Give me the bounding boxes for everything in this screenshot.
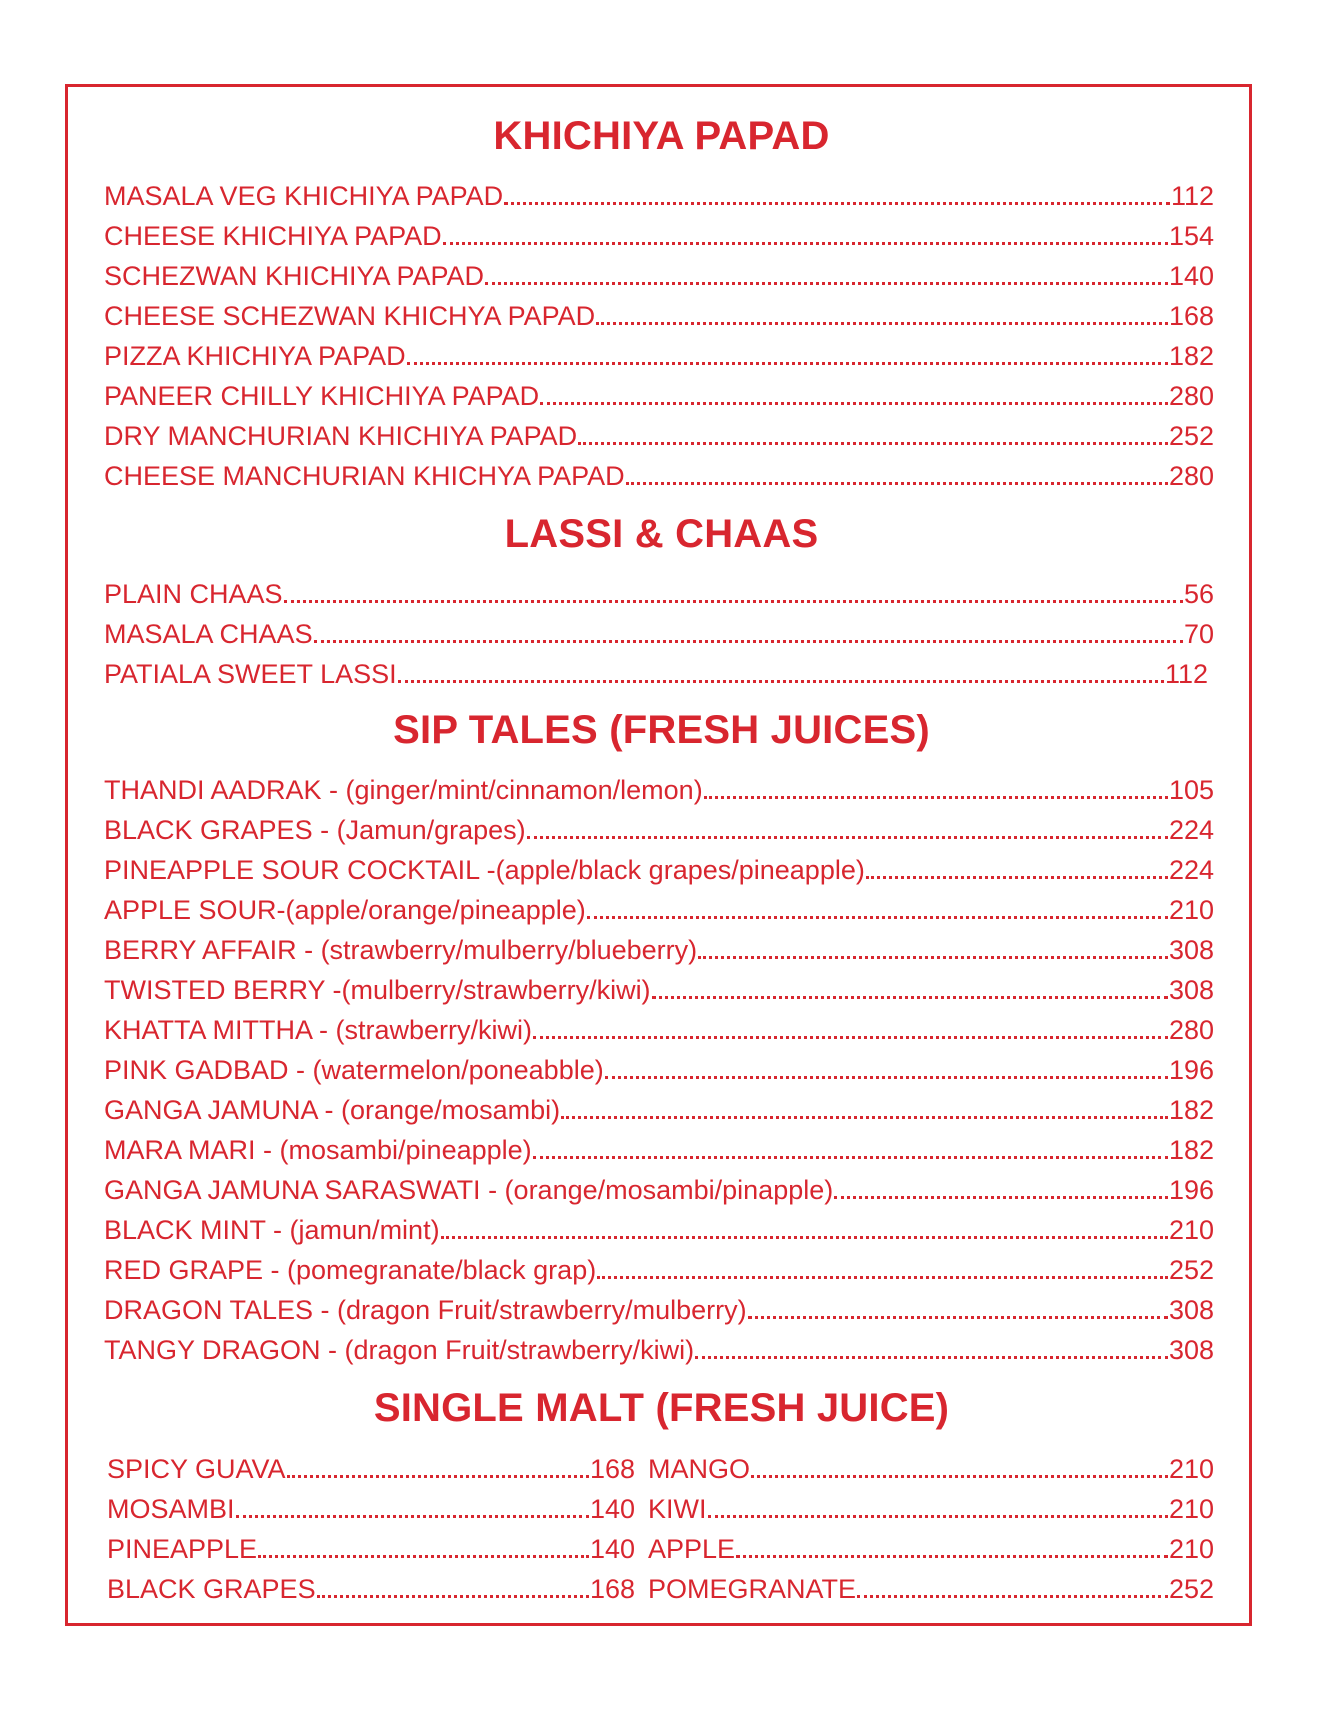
item-price: 112	[1170, 181, 1214, 211]
dot-leader	[398, 680, 1164, 683]
item-price: 196	[1168, 1055, 1214, 1085]
menu-item	[104, 810, 1214, 850]
item-name: KHATTA MITTHA - (strawberry/kiwi)	[104, 1015, 533, 1045]
dot-leader	[708, 1515, 1168, 1518]
menu-item	[104, 1050, 1214, 1090]
item-price: 308	[1168, 935, 1214, 965]
dot-leader	[605, 1076, 1168, 1079]
menu-item	[104, 1250, 1214, 1290]
menu-item	[104, 850, 1214, 890]
item-name: KIWI	[648, 1494, 707, 1524]
item-price: 308	[1168, 1295, 1214, 1325]
dot-leader	[578, 442, 1168, 445]
dot-leader	[626, 482, 1168, 485]
dot-leader	[527, 836, 1168, 839]
dot-leader	[751, 1475, 1168, 1478]
item-price: 210	[1168, 895, 1214, 925]
dot-leader	[587, 916, 1168, 919]
dot-leader	[857, 1595, 1168, 1598]
single-malt-right-list	[648, 1449, 1214, 1609]
dot-leader	[443, 242, 1168, 245]
item-name: TANGY DRAGON - (dragon Fruit/strawberry/kiwi)	[104, 1335, 695, 1365]
item-price: 196	[1168, 1175, 1214, 1205]
menu-item	[104, 574, 1214, 614]
menu-item	[104, 770, 1214, 810]
section-title-khichiya-papad: KHICHIYA PAPAD	[493, 114, 830, 158]
item-price: 70	[1183, 619, 1214, 649]
item-name: DRAGON TALES - (dragon Fruit/strawberry/mulberry)	[104, 1295, 747, 1325]
item-price: 252	[1168, 421, 1214, 451]
menu-item	[104, 970, 1214, 1010]
item-price: 140	[589, 1534, 635, 1564]
dot-leader	[258, 1555, 589, 1558]
dot-leader	[540, 402, 1168, 405]
item-name: BLACK MINT - (jamun/mint)	[104, 1215, 440, 1245]
dot-leader	[561, 1116, 1168, 1119]
item-price: 56	[1183, 579, 1214, 609]
item-price: 280	[1168, 381, 1214, 411]
item-price: 168	[1168, 301, 1214, 331]
menu-item	[104, 256, 1214, 296]
item-name: CHEESE KHICHIYA PAPAD	[104, 221, 442, 251]
menu-item	[104, 376, 1214, 416]
item-name: BLACK GRAPES	[107, 1574, 316, 1604]
dot-leader	[597, 1276, 1168, 1279]
item-name: PANEER CHILLY KHICHIYA PAPAD	[104, 381, 540, 411]
sip-tales-list	[104, 770, 1214, 1370]
dot-leader	[533, 1036, 1168, 1039]
item-price: 210	[1168, 1454, 1214, 1484]
item-price: 182	[1168, 1095, 1214, 1125]
menu-item	[107, 1529, 635, 1569]
section-title-sip-tales: SIP TALES (FRESH JUICES)	[393, 708, 930, 752]
menu-item	[104, 614, 1214, 654]
dot-leader	[596, 322, 1168, 325]
menu-item	[648, 1489, 1214, 1529]
dot-leader	[866, 876, 1168, 879]
dot-leader	[698, 956, 1168, 959]
item-price: 168	[589, 1574, 635, 1604]
item-name: THANDI AADRAK - (ginger/mint/cinnamon/lemon)	[104, 775, 703, 805]
item-price: 210	[1168, 1534, 1214, 1564]
item-name: CHEESE MANCHURIAN KHICHYA PAPAD	[104, 461, 625, 491]
dot-leader	[834, 1196, 1168, 1199]
menu-item	[104, 336, 1214, 376]
item-price: 308	[1168, 1335, 1214, 1365]
item-price: 280	[1168, 461, 1214, 491]
menu-item	[107, 1489, 635, 1529]
item-name: MASALA VEG KHICHIYA PAPAD	[104, 181, 504, 211]
dot-leader	[236, 1515, 589, 1518]
menu-item	[104, 216, 1214, 256]
item-price: 252	[1168, 1574, 1214, 1604]
section-title-lassi-chaas: LASSI & CHAAS	[504, 512, 819, 556]
item-price: 252	[1168, 1255, 1214, 1285]
item-price: 105	[1168, 775, 1214, 805]
item-name: MOSAMBI	[107, 1494, 235, 1524]
dot-leader	[287, 1475, 589, 1478]
item-name: PATIALA SWEET LASSI	[104, 659, 397, 689]
menu-item	[104, 296, 1214, 336]
item-price: 182	[1168, 341, 1214, 371]
item-name: PINEAPPLE	[107, 1534, 258, 1564]
item-price: 140	[1168, 261, 1214, 291]
item-price: 308	[1168, 975, 1214, 1005]
item-name: DRY MANCHURIAN KHICHIYA PAPAD	[104, 421, 578, 451]
dot-leader	[485, 282, 1168, 285]
menu-item	[648, 1529, 1214, 1569]
menu-item	[107, 1569, 635, 1609]
dot-leader	[533, 1156, 1168, 1159]
menu-item	[104, 1010, 1214, 1050]
item-price: 224	[1168, 855, 1214, 885]
dot-leader	[407, 362, 1168, 365]
menu-item	[104, 654, 1208, 694]
menu-item	[104, 1330, 1214, 1370]
dot-leader	[317, 1595, 589, 1598]
menu-item	[104, 456, 1214, 496]
menu-item	[648, 1569, 1214, 1609]
item-name: SCHEZWAN KHICHIYA PAPAD	[104, 261, 485, 291]
item-price: 280	[1168, 1015, 1214, 1045]
item-name: RED GRAPE - (pomegranate/black grap)	[104, 1255, 597, 1285]
menu-item	[648, 1449, 1214, 1489]
item-name: CHEESE SCHEZWAN KHICHYA PAPAD	[104, 301, 596, 331]
item-name: APPLE SOUR-(apple/orange/pineapple)	[104, 895, 586, 925]
dot-leader	[314, 640, 1183, 643]
item-name: SPICY GUAVA	[107, 1454, 286, 1484]
menu-item	[104, 1170, 1214, 1210]
lassi-chaas-list	[104, 574, 1214, 694]
item-price: 210	[1168, 1215, 1214, 1245]
item-price: 210	[1168, 1494, 1214, 1524]
menu-item	[104, 930, 1214, 970]
dot-leader	[704, 796, 1168, 799]
item-name: PINK GADBAD - (watermelon/poneabble)	[104, 1055, 604, 1085]
menu-item	[104, 1210, 1214, 1250]
dot-leader	[652, 996, 1168, 999]
item-name: PIZZA KHICHIYA PAPAD	[104, 341, 406, 371]
menu-item	[104, 1290, 1214, 1330]
khichiya-papad-list	[104, 176, 1214, 496]
item-name: PLAIN CHAAS	[104, 579, 283, 609]
item-price: 168	[589, 1454, 635, 1484]
menu-item	[104, 890, 1214, 930]
menu-item	[104, 416, 1214, 456]
item-name: TWISTED BERRY -(mulberry/strawberry/kiwi)	[104, 975, 651, 1005]
menu-item	[104, 1130, 1214, 1170]
dot-leader	[748, 1316, 1168, 1319]
item-name: PINEAPPLE SOUR COCKTAIL -(apple/black grapes/pineapple)	[104, 855, 865, 885]
item-name: MARA MARI - (mosambi/pineapple)	[104, 1135, 532, 1165]
item-price: 140	[589, 1494, 635, 1524]
menu-item	[107, 1449, 635, 1489]
item-name: GANGA JAMUNA SARASWATI - (orange/mosambi/pinapple)	[104, 1175, 834, 1205]
menu-item	[104, 1090, 1214, 1130]
item-name: BLACK GRAPES - (Jamun/grapes)	[104, 815, 526, 845]
item-name: MANGO	[648, 1454, 751, 1484]
item-name: APPLE	[648, 1534, 736, 1564]
item-name: MASALA CHAAS	[104, 619, 313, 649]
item-price: 112	[1164, 659, 1208, 689]
item-name: POMEGRANATE	[648, 1574, 857, 1604]
menu-item	[104, 176, 1214, 216]
dot-leader	[504, 202, 1170, 205]
dot-leader	[695, 1356, 1168, 1359]
single-malt-left-list	[107, 1449, 635, 1609]
section-title-single-malt: SINGLE MALT (FRESH JUICE)	[373, 1386, 950, 1430]
dot-leader	[284, 600, 1183, 603]
dot-leader	[736, 1555, 1168, 1558]
item-name: BERRY AFFAIR - (strawberry/mulberry/blueberry)	[104, 935, 698, 965]
item-price: 154	[1168, 221, 1214, 251]
item-price: 182	[1168, 1135, 1214, 1165]
dot-leader	[441, 1236, 1168, 1239]
item-name: GANGA JAMUNA - (orange/mosambi)	[104, 1095, 561, 1125]
item-price: 224	[1168, 815, 1214, 845]
